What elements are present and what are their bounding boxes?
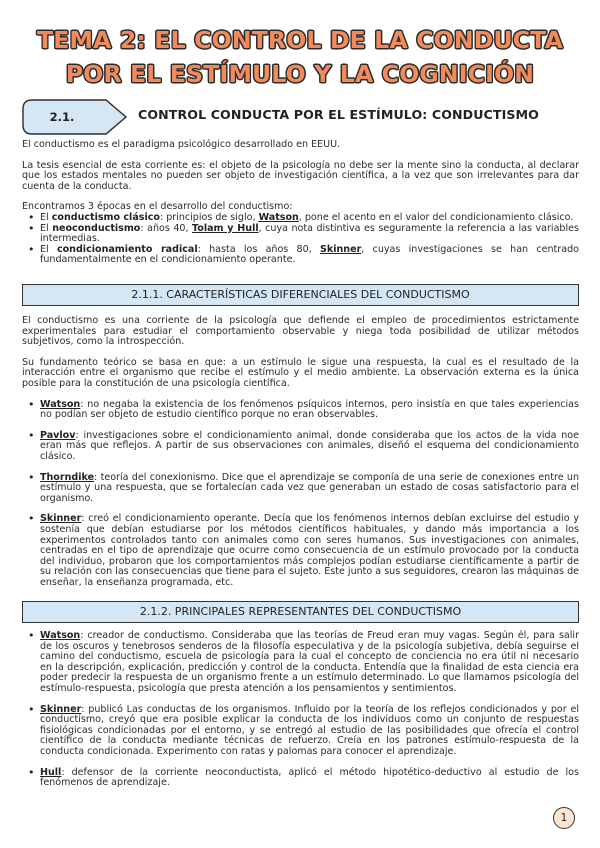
sub1-paragraph-2: Su fundamento teórico se basa en que: a un estímulo le sigue una respuesta, la cual es el resultado de la interacción entre el organismo que recibe el estímulo y el medio ambiente. La observación externa es la única posible para la constitución de una psicología científica. [22,356,579,389]
list-item: • Thorndike: teoría del conexionismo. Dice que el aprendizaje se componía de una serie de conexiones entre un estímulo y una respuesta, que se fortalecían cada vez que generaban un estado de cosas satisfactorio para el organismo. [22,473,579,505]
section-number: 2.1. [49,110,75,124]
section-heading: CONTROL CONDUCTA POR EL ESTÍMULO: CONDUCTISMO [138,107,539,122]
subsection-heading-1: 2.1.1. CARACTERÍSTICAS DIFERENCIALES DEL CONDUCTISMO [22,284,579,306]
subsection-2-body [22,631,579,789]
sub2-list [22,631,579,789]
intro-paragraph-2: La tesis esencial de esta corriente es: el objeto de la psicología no debe ser la mente sino la conducta, al declarar que los estados mentales no pueden ser objeto de investigación científica, a la vez que son irrelevantes para dar cuenta de la conducta. [22,159,579,192]
subsection-1-body [22,316,579,588]
intro-paragraph-3: Encontramos 3 épocas en el desarrollo del conductismo: [22,201,293,213]
list-item: • Watson: creador de conductismo. Consideraba que las teorías de Freud eran muy vagas. Según él, para salir de los oscuros y tenebrosos senderos de la filosofía especulativa y de la psicología subjetiva, debía seguirse el camino del conductismo, escuela de psicología para la cual el concepto de conciencia no era útil ni necesario en la descripción, explicación, predicción y control de la conducta. Entendía que la finalidad de esta ciencia era poder predecir la respuesta de un organismo frente a un estímulo determinado. Lo que llamamos psicología del estímulo-respuesta, psicología que presta atención a los pensamientos y sentimientos. [22,631,579,695]
sub1-list [22,400,579,589]
sub1-paragraph-1: El conductismo es una corriente de la psicología que defiende el empleo de procedimientos estrictamente experimentales para estudiar el comportamiento observable y niega toda posibilidad de utilizar métodos subjetivos, como la introspección. [22,315,579,348]
subsection-heading-2: 2.1.2. PRINCIPALES REPRESENTANTES DEL CONDUCTISMO [22,601,579,623]
list-item: • Skinner: creó el condicionamiento operante. Decía que los fenómenos internos debían excluirse del estudio y sostenía que debían estudiarse por los métodos científicos habituales, y dando más importancia a los experimentos controlados tanto con animales como con seres humanos. Sus investigaciones con animales, centradas en el tipo de aprendizaje que ocurre como consecuencia de un estímulo provocado por la conducta del individuo, probaron que los comportamientos más complejos podían estudiarse científicamente a partir de su relación con las consecuencias que tiene para el sujeto. Este junto a sus seguidores, crearon las máquinas de enseñar, la enseñanza programada, etc. [22,514,579,588]
list-item: • Pavlov: investigaciones sobre el condicionamiento animal, donde consideraba que los actos de la vida noe eran más que reflejos. A partir de sus observaciones con animales, diseñó el esquema del condicionamiento clásico. [22,431,579,463]
list-item: • Hull: defensor de la corriente neoconductista, aplicó el método hipotético-deductivo al estudio de los fenómenos de aprendizaje. [22,768,579,789]
intro-paragraph-1: El conductismo es el paradigma psicológico desarrollado en EEUU. [22,139,341,150]
list-item: • Skinner: publicó Las conductas de los organismos. Influido por la teoría de los reflejos condicionados y por el conductismo, creyó que era posible explicar la conducta de los individuos como un conjunto de respuestas fisiológicas condicionadas por el entorno, y se entregó al estudio de las posibilidades que ofrecía el control científico de la conducta mediante técnicas de refuerzo. Creía en los patrones estímulo-respuesta de la conducta condicionada. Experimento con ratas y palomas para conocer el aprendizaje. [22,705,579,758]
list-item: • El condicionamiento radical: hasta los años 80, Skinner, cuyas investigaciones se han centrado fundamentalmente en el condicionamiento operante. [22,245,579,266]
page-title-line-1: TEMA 2: EL CONTROL DE LA CONDUCTA [37,26,563,54]
epochs-list [22,213,579,266]
page-title-line-2: POR EL ESTÍMULO Y LA COGNICIÓN [65,60,535,88]
list-item: • El conductismo clásico: principios de siglo, Watson, pone el acento en el valor del condicionamiento clásico. [22,213,579,224]
list-item: • El neoconductismo: años 40, Tolam y Hull, cuya nota distintiva es seguramente la referencia a las variables intermedias. [22,224,579,245]
intro-block [22,140,579,266]
page-number: 1 [553,807,575,829]
list-item: • Watson: no negaba la existencia de los fenómenos psíquicos internos, pero insistía en que tales experiencias no podían ser objeto de estudio científico porque no eran observables. [22,400,579,421]
